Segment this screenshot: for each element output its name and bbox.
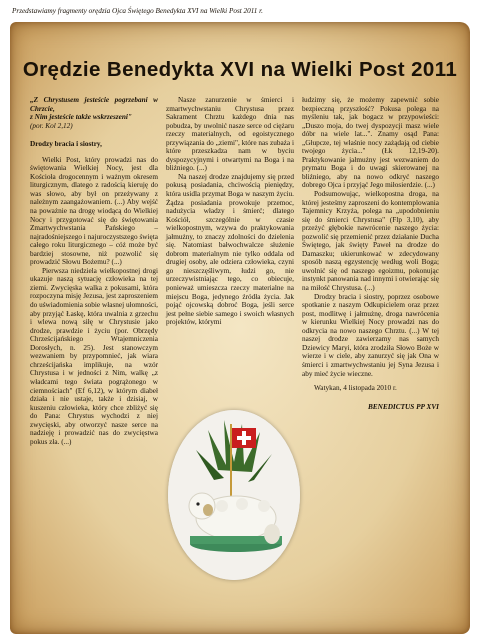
intro-line: Przedstawiamy fragmenty orędzia Ojca Świętego Benedykta XVI na Wielki Post 2011 r. (12, 7, 263, 15)
motto-line-1: „Z Chrystusem jesteście pogrzebani w Chrzcie, (30, 96, 158, 113)
column-2 (166, 96, 294, 327)
easter-lamb-photo (168, 410, 300, 580)
greeting: Drodzy bracia i siostry, (30, 140, 102, 149)
motto-reference: (por. Kol 2,12) (30, 121, 73, 130)
paragraph: Wielki Post, który prowadzi nas do świętowania Wielkiej Nocy, jest dla Kościoła drogocennym i ważnym okresem liturgicznym, dlatego z radością kieruję do was słowo, aby był on przeżywany z należnym zaangażowaniem. (...) Aby wejść na poważnie na drogę wiodącą do Wielkiej Nocy i przygotować się do świętowania Zmartwychwstania Pańskiego – najradośniejszego i najuroczystszego święta całego roku liturgicznego – cóż może być bardziej stosowne, niż pozwolić się prowadzić Słowu Bożemu? (...) (30, 155, 158, 267)
date-line: Watykan, 4 listopada 2010 r. (314, 384, 397, 393)
paragraph: Podsumowując, wielkopostna droga, na której jesteśmy zaproszeni do kontemplowania Tajemnicy Krzyża, polega na „upodobnieniu się do śmierci Chrystusa" (Flp 3,10), aby przeżyć głębokie nawrócenie naszego życia: pozwolić się przemienić przez działanie Ducha Świętego, jak święty Paweł na drodze do Damaszku; ukierunkować w zdecydowany sposób naszą egzystencję według woli Boga; uwolnić się od naszego egoizmu, pokonując instynkt panowania nad innymi i otwierając się na miłość Chrystusa. (...) (302, 190, 439, 293)
paragraph: łudzimy się, że możemy zapewnić sobie bezpieczną przyszłość? Pokusa polega na myśleniu tak, jak bogacz w przypowieści: „Duszo moja, do twej dyspozycji masz wiele dóbr na wiele lat...". Znamy osąd Pana: „Głupcze, tej właśnie nocy zażądają od ciebie twojego życia..." (Łk 12,19-20). Praktykowanie jałmużny jest wezwaniem do prymatu Boga i do uwagi skierowanej na bliźniego, aby na nowo odkryć naszego dobrego Ojca i przyjąć Jego miłosierdzie. (...) (302, 96, 439, 190)
motto-line-2: z Nim jesteście także wskrzeszeni" (30, 113, 132, 122)
column-3 (302, 96, 439, 411)
paragraph: Drodzy bracia i siostry, poprzez osobowe spotkanie z naszym Odkupicielem oraz przez post, modlitwę i jałmużnę, droga nawrócenia w kierunku Wielkiej Nocy prowadzi nas do odkrycia na nowo naszego Chrztu. (...) W tej naszej drodze zawierzamy nas samych Dziewicy Maryi, która zrodziła Słowo Boże w wierze i w ciele, aby zanurzyć się jak Ona w śmierci i zmartwychwstaniu jej Syna Jezusa i aby mieć życie wieczne. (302, 292, 439, 378)
signature: BENEDICTUS PP XVI (367, 402, 439, 411)
paragraph: Nasze zanurzenie w śmierci i zmartwychwstaniu Chrystusa przez Sakrament Chrztu każdego dnia nas pobudza, by uwolnić nasze serce od ciężaru rzeczy materialnych, od egoistycznego przywiązania do „ziemi", które nas zubaża i które przeszkadza nam w byciu dyspozycyjnymi i otwartymi na Boga i na bliźniego. (...) (166, 96, 294, 173)
easter-lamb-illustration (168, 410, 300, 580)
motto (30, 96, 158, 130)
column-1 (30, 96, 158, 446)
paragraph: Na naszej drodze znajdujemy się przed pokusą posiadania, chciwością pieniędzy, która usidla przymat Boga w naszym życiu. Żądza posiadania prowokuje przemoc, nadużycia władzy i śmierć; dlatego Kościół, szczególnie w czasie wielkopostnym, wzywa do praktykowania jałmużny, to znaczy zdolności do dzielenia się. Natomiast bałwochwalcze służenie dobrom materialnym nie tylko oddala od drugiej osoby, ale odziera człowieka, czyni go nieszczęśliwym, łudzi go, nie urzeczywistniając tego, co obiecuje, ponieważ umieszcza rzeczy materialne na miejscu Boga, jedynego źródła życia. Jak pojąć ojcowską dobroć Boga, jeśli serce jest pełne siebie samego i swoich własnych projektów, którymi (166, 172, 294, 327)
page-title: Orędzie Benedykta XVI na Wielki Post 2011 (22, 58, 458, 81)
paragraph: Pierwsza niedziela wielkopostnej drogi ukazuje naszą sytuację człowieka na tej ziemi. Zwycięska walka z pokusami, która rozpoczyna misję Jezusa, jest zaproszeniem do uświadomienia sobie własnej ułomności, aby przyjąć Łaskę, która uwalnia z grzechu i wlewa nową siłę w Chrystusie jako drodze, prawdzie i życiu (por. Obrzędy Chrześcijańskiego Wtajemniczenia Dorosłych, n. 25). Jest stanowczym wezwaniem by przypomnieć, jak wiara chrześcijańska implikuje, na wzór Chrystusa i w jedności z Nim, walkę „z władcami tego świata pogrążonego w ciemnościach" (Ef 6,12), w którym diabeł działa i nie ustaje, także i dzisiaj, w kuszeniu człowieka, który chce zbliżyć się do Pana: Chrystus wychodzi z niej zwycięski, aby otworzyć nasze serce na nadzieję i prowadzić nas do zwycięstwa pokus zła. (...) (30, 266, 158, 446)
